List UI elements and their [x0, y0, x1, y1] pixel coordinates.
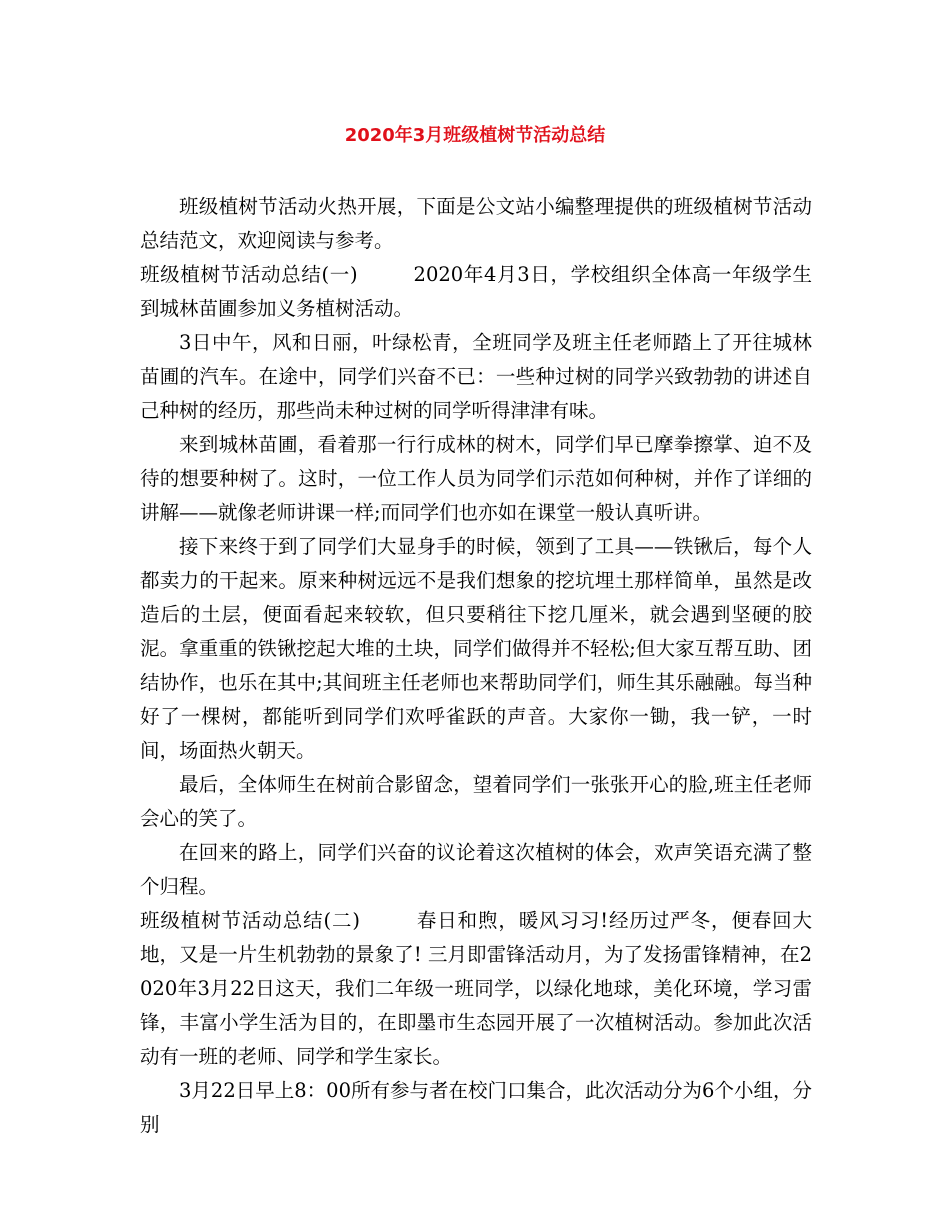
paragraph-text: 班级植树节活动火热开展，下面是公文站小编整理提供的班级植树节活动总结范文，欢迎阅读与参考。	[140, 195, 812, 252]
section-heading: 班级植树节活动总结(二)	[140, 909, 360, 932]
document-title: 2020年3月班级植树节活动总结	[344, 125, 606, 146]
paragraph-intro	[140, 190, 812, 258]
paragraph-text: 春日和煦，暖风习习!经历过严冬，便春回大地，又是一片生机勃勃的景象了! 三月即雷锋活动月，为了发扬雷锋精神，在2020年3月22日这天，我们二年级一班同学，以绿化地球，美化环境，学习雷锋，丰富小学生活为目的，在即墨市生态园开展了一次植树活动。参加此次活动有一班的老师、同学和学生家长。	[140, 909, 812, 1068]
paragraph	[140, 326, 812, 428]
paragraph-text: 2020年4月3日，学校组织全体高一年级学生到城林苗圃参加义务植树活动。	[140, 263, 812, 320]
paragraph-section-two	[140, 904, 812, 1074]
paragraph	[140, 768, 812, 836]
section-heading: 班级植树节活动总结(一)	[140, 263, 358, 286]
paragraph-text: 最后，全体师生在树前合影留念，望着同学们一张张开心的脸,班主任老师会心的笑了。	[140, 773, 812, 830]
paragraph	[140, 836, 812, 904]
paragraph-text: 在回来的路上，同学们兴奋的议论着这次植树的体会，欢声笑语充满了整个归程。	[140, 841, 812, 898]
paragraph-text: 来到城林苗圃，看着那一行行成林的树木，同学们早已摩拳擦掌、迫不及待的想要种树了。这时，一位工作人员为同学们示范如何种树，并作了详细的讲解——就像老师讲课一样;而同学们也亦如在课堂一般认真听讲。	[140, 433, 812, 524]
paragraph-text: 3月22日早上8：00所有参与者在校门口集合，此次活动分为6个小组，分别	[140, 1079, 812, 1136]
document-body	[140, 190, 812, 1142]
paragraph	[140, 428, 812, 530]
paragraph	[140, 530, 812, 768]
paragraph-text: 接下来终于到了同学们大显身手的时候，领到了工具——铁锹后，每个人都卖力的干起来。原来种树远远不是我们想象的挖坑埋土那样简单，虽然是改造后的土层，便面看起来较软，但只要稍往下挖几厘米，就会遇到坚硬的胶泥。拿重重的铁锹挖起大堆的土块，同学们做得并不轻松;但大家互帮互助、团结协作，也乐在其中;其间班主任老师也来帮助同学们，师生其乐融融。每当种好了一棵树，都能听到同学们欢呼雀跃的声音。大家你一锄，我一铲，一时间，场面热火朝天。	[140, 535, 812, 762]
paragraph	[140, 1074, 812, 1142]
paragraph-text: 3日中午，风和日丽，叶绿松青，全班同学及班主任老师踏上了开往城林苗圃的汽车。在途中，同学们兴奋不已：一些种过树的同学兴致勃勃的讲述自己种树的经历，那些尚未种过树的同学听得津津有味。	[140, 331, 812, 422]
paragraph-section-one	[140, 258, 812, 326]
